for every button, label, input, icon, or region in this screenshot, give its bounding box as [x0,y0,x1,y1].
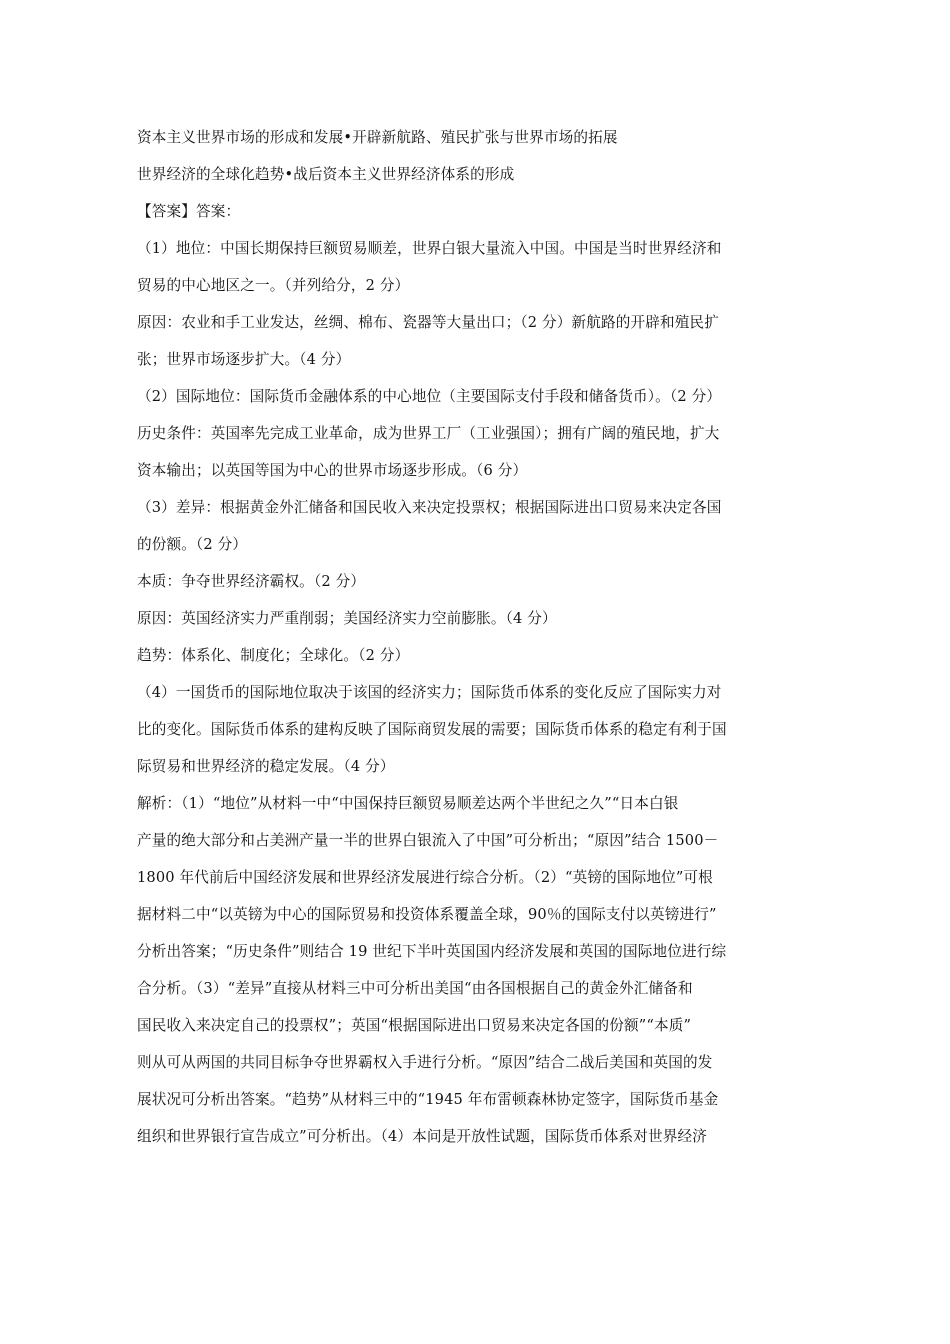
answer-text-line: （3）差异：根据黄金外汇储备和国民收入来决定投票权；根据国际进出口贸易来决定各国 [137,499,722,516]
answer-text-line: 原因：英国经济实力严重削弱；美国经济实力空前膨胀。（4 分） [137,610,557,627]
answer-text-line: （1）地位：中国长期保持巨额贸易顺差，世界白银大量流入中国。中国是当时世界经济和 [137,240,722,257]
analysis-text-line: 解析：（1）“地位”从材料一中“中国保持巨额贸易顺差达两个半世纪之久”“日本白银 [137,795,679,812]
answer-text-line: 张；世界市场逐步扩大。（4 分） [137,351,351,368]
document-body [137,119,817,1155]
topic-line-1: 资本主义世界市场的形成和发展•开辟新航路、殖民扩张与世界市场的拓展 [137,129,618,146]
analysis-text-line: 产量的绝大部分和占美洲产量一半的世界白银流入了中国”可分析出；“原因”结合 1500－ [137,832,719,849]
analysis-text-line: 组织和世界银行宣告成立”可分析出。（4）本问是开放性试题，国际货币体系对世界经济 [137,1128,708,1145]
answer-text-line: 比的变化。国际货币体系的建构反映了国际商贸发展的需要；国际货币体系的稳定有利于国 [137,721,727,738]
analysis-text-line: 1800 年代前后中国经济发展和世界经济发展进行综合分析。（2）“英镑的国际地位”可根 [137,869,713,886]
analysis-text-line: 国民收入来决定自己的投票权”；英国“根据国际进出口贸易来决定各国的份额”“本质” [137,1017,692,1034]
topic-line-2: 世界经济的全球化趋势•战后资本主义世界经济体系的形成 [137,166,515,183]
analysis-text-line: 则从可从两国的共同目标争夺世界霸权入手进行分析。“原因”结合二战后美国和英国的发 [137,1054,713,1071]
analysis-text-line: 分析出答案；“历史条件”则结合 19 世纪下半叶英国国内经济发展和英国的国际地位进行综 [137,943,727,960]
answer-text-line: 本质：争夺世界经济霸权。（2 分） [137,573,366,590]
analysis-text-line: 据材料二中“以英镑为中心的国际贸易和投资体系覆盖全球，90％的国际支付以英镑进行” [137,906,717,923]
analysis-text-line: 展状况可分析出答案。“趋势”从材料三中的“1945 年布雷顿森林协定签字，国际货币基金 [137,1091,719,1108]
answer-text-line: 资本输出；以英国等国为中心的世界市场逐步形成。（6 分） [137,462,528,479]
answer-text-line: （4）一国货币的国际地位取决于该国的经济实力；国际货币体系的变化反应了国际实力对 [137,684,722,701]
answer-heading: 【答案】答案： [137,203,241,220]
answer-text-line: 际贸易和世界经济的稳定发展。（4 分） [137,758,395,775]
answer-text-line: （2）国际地位：国际货币金融体系的中心地位（主要国际支付手段和储备货币）。（2 分） [137,388,722,405]
answer-text-line: 贸易的中心地区之一。（并列给分，2 分） [137,277,410,294]
answer-text-line: 的份额。（2 分） [137,536,248,553]
answer-text-line: 趋势：体系化、制度化；全球化。（2 分） [137,647,410,664]
analysis-text-line: 合分析。（3）“差异”直接从材料三中可分析出美国“由各国根据自己的黄金外汇储备和 [137,980,693,997]
answer-text-line: 原因：农业和手工业发达，丝绸、棉布、瓷器等大量出口；（2 分）新航路的开辟和殖民扩 [137,314,719,331]
answer-text-line: 历史条件：英国率先完成工业革命，成为世界工厂（工业强国）；拥有广阔的殖民地，扩大 [137,425,720,442]
